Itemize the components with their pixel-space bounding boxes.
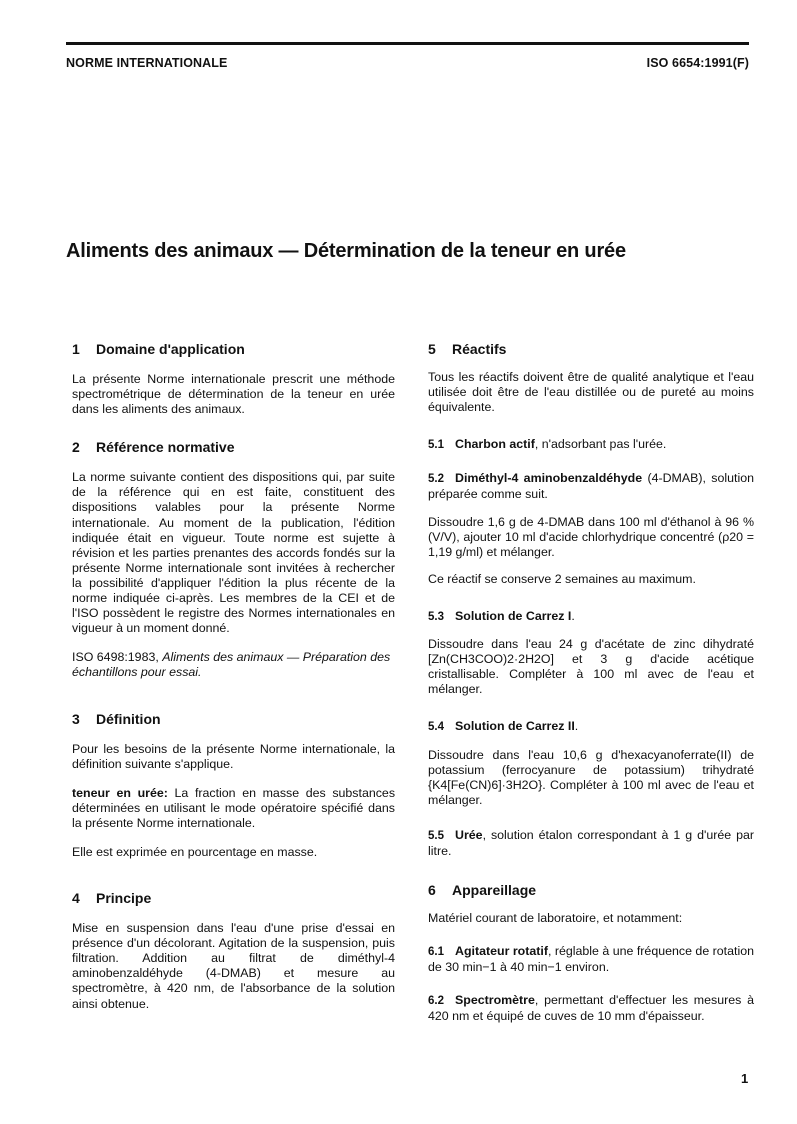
item-5-3-procedure: Dissoudre dans l'eau 24 g d'acétate de zinc dihydraté [Zn(CH3COO)2·2H2O] et 3 g d'acide acétique cristallisable. Compléter à 100 ml avec de l'eau et mélanger. xyxy=(428,637,754,697)
section-4-text: Mise en suspension dans l'eau d'une prise d'essai en présence d'un décolorant. Agitation de la suspension, puis filtration. Addition au filtrat de diméthyl-4 aminobenzaldéhyde (4-DMAB) et mesure au spectromètre, à 420 nm, de l'absorbance de la solution ainsi obtenue. xyxy=(72,921,395,1011)
reference-title: Aliments des animaux — Préparation des échantillons pour essai. xyxy=(72,650,391,680)
section-title: Référence normative xyxy=(96,439,235,456)
section-1-text: La présente Norme internationale prescrit une méthode spectrométrique de détermination de la teneur en urée dans les aliments des animaux. xyxy=(72,372,395,417)
header-document-type: NORME INTERNATIONALE xyxy=(66,56,228,70)
section-3-note: Elle est exprimée en pourcentage en masse. xyxy=(72,844,318,859)
item-term: Spectromètre xyxy=(455,993,535,1008)
reference-code: ISO 6498:1983, xyxy=(72,650,159,665)
item-5-2 xyxy=(428,471,754,502)
section-2-text: La norme suivante contient des dispositions qui, par suite de la référence qui en est faite, constituent des dispositions valables pour la présente Norme internationale. Au moment de la publication, l'édition indiquée était en vigueur. Toute norme est sujette à révision et les parties prenantes des accords fondés sur la présente Norme internationale sont invitées à rechercher la possibilité d'appliquer l'édition la plus récente de la norme indiquée ci-après. Les membres de la CEI et de l'ISO possèdent le registre des Normes internationales en vigueur à un moment donné. xyxy=(72,470,395,636)
item-text: , réglable à une fréquence de rotation de 30 min−1 à 40 min−1 environ. xyxy=(428,944,754,975)
section-5-intro: Tous les réactifs doivent être de qualité analytique et l'eau utilisée doit être de l'eau distillée ou de pureté au moins équivalente. xyxy=(428,370,754,415)
section-3-text: Pour les besoins de la présente Norme internationale, la définition suivante s'applique. xyxy=(72,741,395,771)
section-title: Appareillage xyxy=(452,882,537,899)
normative-reference xyxy=(72,650,395,680)
item-term: Solution de Carrez I xyxy=(455,608,572,623)
item-number: 5.3 xyxy=(428,610,444,623)
item-6-2 xyxy=(428,993,754,1024)
item-term: Charbon actif xyxy=(455,437,535,452)
section-6-intro: Matériel courant de laboratoire, et notamment: xyxy=(428,911,683,926)
section-title: Définition xyxy=(96,710,161,727)
section-6-heading xyxy=(428,881,754,899)
section-number: 3 xyxy=(72,710,80,727)
header-rule xyxy=(66,42,749,45)
item-number: 6.1 xyxy=(428,946,444,959)
section-number: 2 xyxy=(72,439,80,456)
page-number: 1 xyxy=(741,1071,749,1086)
section-2-heading xyxy=(72,438,395,456)
item-5-5 xyxy=(428,828,754,859)
item-term: Urée xyxy=(455,827,483,842)
definition xyxy=(72,786,395,831)
item-6-1 xyxy=(428,944,754,975)
right-column xyxy=(428,340,754,1025)
section-4-heading xyxy=(72,889,395,907)
item-text: . xyxy=(574,719,579,734)
section-title: Principe xyxy=(96,890,152,907)
section-title: Réactifs xyxy=(452,341,507,357)
item-number: 5.2 xyxy=(428,473,444,486)
left-column xyxy=(72,340,395,1012)
defined-term: teneur en urée: xyxy=(72,785,168,800)
section-number: 6 xyxy=(428,882,436,899)
item-text: , solution étalon correspondant à 1 g d'urée par litre. xyxy=(428,827,754,858)
definition-text: La fraction en masse des substances déterminées en utilisant le mode opératoire spécifié dans la présente Norme internationale. xyxy=(72,785,396,830)
item-number: 5.5 xyxy=(428,829,444,842)
item-5-3 xyxy=(428,609,754,625)
item-text: , n'adsorbant pas l'urée. xyxy=(534,437,667,452)
section-number: 5 xyxy=(428,341,436,357)
item-term: Diméthyl-4 aminobenzaldéhyde xyxy=(455,471,643,486)
item-5-1 xyxy=(428,437,754,453)
item-5-4-procedure: Dissoudre dans l'eau 10,6 g d'hexacyanoferrate(II) de potassium (ferrocyanure de potassium) trihydraté {K4[Fe(CN)6]·3H2O}. Compléter à 100 ml avec de l'eau et mélanger. xyxy=(428,747,754,807)
section-3-heading xyxy=(72,710,395,728)
document-title: Aliments des animaux — Détermination de la teneur en urée xyxy=(66,240,626,262)
item-number: 5.1 xyxy=(428,439,444,452)
section-5-heading xyxy=(428,340,754,358)
item-5-4 xyxy=(428,719,754,735)
section-number: 4 xyxy=(72,890,80,907)
item-number: 5.4 xyxy=(428,721,444,734)
header-standard-number: ISO 6654:1991(F) xyxy=(646,56,749,70)
item-text: . xyxy=(571,608,575,623)
item-term: Solution de Carrez II xyxy=(455,719,575,734)
item-5-2-note: Ce réactif se conserve 2 semaines au maximum. xyxy=(428,571,696,586)
item-text: , permettant d'effectuer les mesures à 420 nm et équipé de cuves de 10 mm d'épaisseur. xyxy=(428,993,754,1024)
item-number: 6.2 xyxy=(428,995,444,1008)
item-5-2-procedure: Dissoudre 1,6 g de 4-DMAB dans 100 ml d'éthanol à 96 % (V/V), ajouter 10 ml d'acide chlorhydrique concentré (ρ20 = 1,19 g/ml) et mélanger. xyxy=(428,514,754,559)
item-term: Agitateur rotatif xyxy=(455,944,548,959)
section-title: Domaine d'application xyxy=(96,341,245,357)
section-1-heading xyxy=(72,340,395,358)
item-text: (4-DMAB), solution préparée comme suit. xyxy=(428,471,754,502)
section-number: 1 xyxy=(72,341,80,357)
